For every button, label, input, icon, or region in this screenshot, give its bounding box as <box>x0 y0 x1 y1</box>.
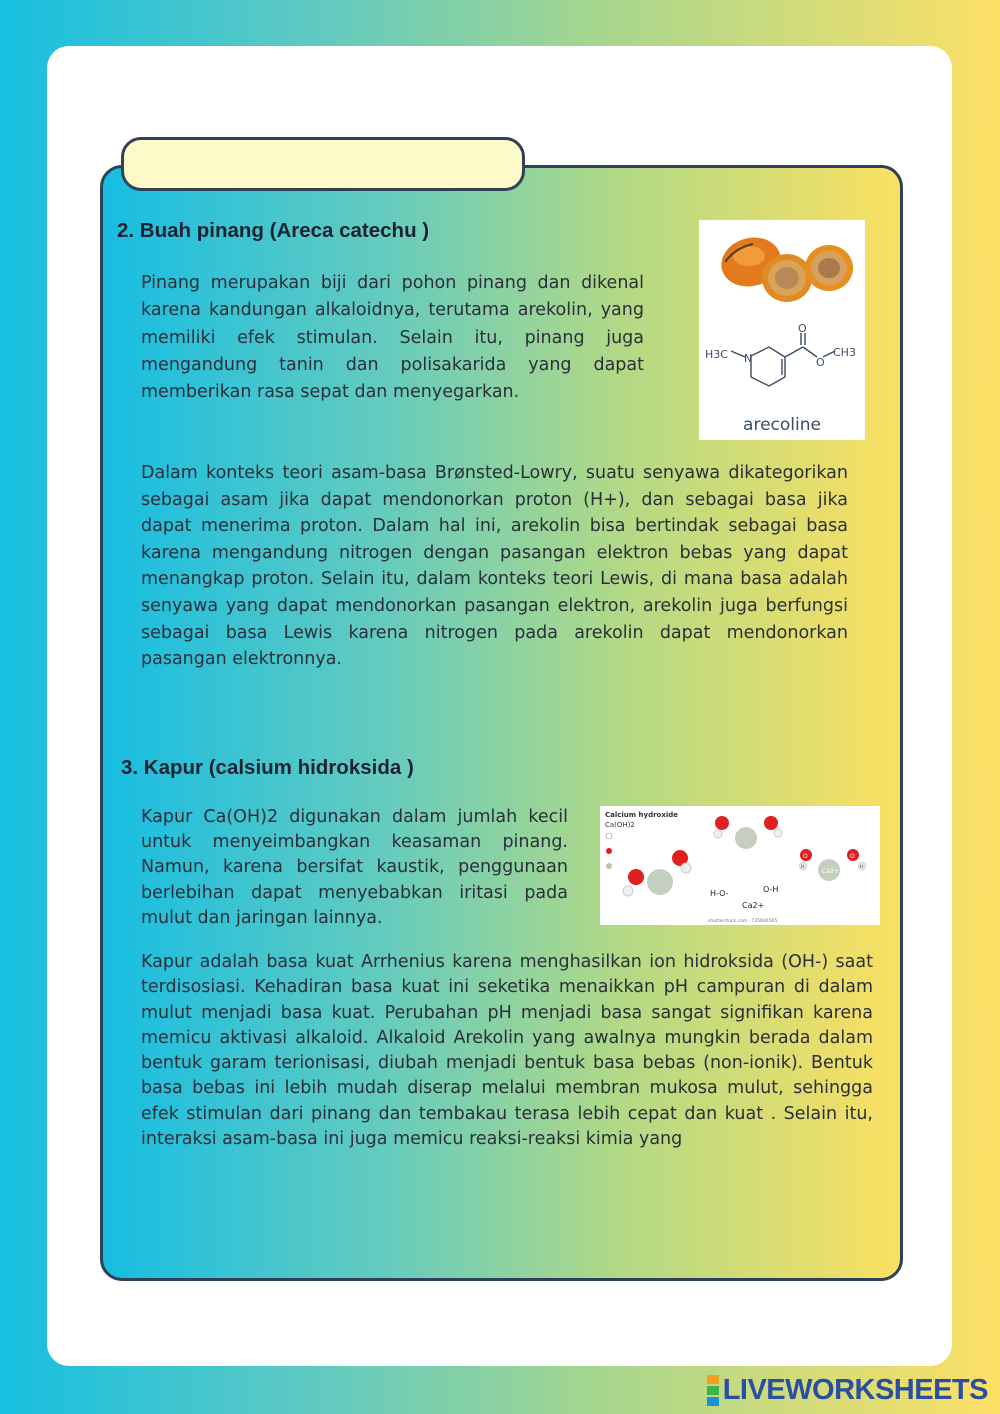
ca-oh-title: Calcium hydroxide <box>605 811 679 819</box>
arecoline-caption: arecoline <box>743 415 821 435</box>
label-h3c: H3C <box>705 348 728 361</box>
arecoline-image <box>699 220 865 440</box>
ca-oh-formula: Ca(OH)2 <box>605 821 635 829</box>
ion-calcium-bubble: Ca2+ <box>822 868 839 875</box>
label-n: N <box>744 352 753 365</box>
section-3-paragraph-2: Kapur adalah basa kuat Arrhenius karena menghasilkan ion hidroksida (OH-) saat terdisosiasi. Kehadiran basa kuat ini seketika menaikkan pH campuran di dalam mulut menjadi basa kuat. Perubahan pH menjadi basa sangat signifikan karena memicu aktivasi alkaloid. Alkaloid Arekolin yang awalnya mungkin berada dalam bentuk garam terionisasi, diubah menjadi bentuk basa bebas (non-ionik). Bentuk basa bebas ini lebih mudah diserap melalui membran mukosa mulut, sehingga efek stimulan dari pinang dan tembakau terasa lebih cepat dan kuat . Selain itu, interaksi asam-basa ini juga memicu reaksi-reaksi kimia yang <box>141 952 873 1150</box>
section-2-heading: 2. Buah pinang (Areca catechu ) <box>117 219 430 242</box>
molecule-top <box>714 816 782 849</box>
atom-h-1: H <box>801 865 805 870</box>
ion-calcium-label: Ca2+ <box>742 901 765 910</box>
liveworksheets-logo-icon <box>707 1374 719 1407</box>
areca-fruit-illustration <box>716 231 853 302</box>
ion-hydroxide-2: O-H <box>763 885 779 894</box>
title-tab <box>121 137 525 191</box>
section-3-paragraph-1: Kapur Ca(OH)2 digunakan dalam jumlah kecil untuk menyeimbangkan keasaman pinang. Namun, karena bersifat kaustik, penggunaan berlebihan dapat menyebabkan iritasi pada mulut dan jaringan lainnya. <box>141 807 568 928</box>
section-3-heading: 3. Kapur (calsium hidroksida ) <box>121 756 414 779</box>
ion-hydroxide-1: H-O- <box>710 889 729 898</box>
watermark-text: LIVEWORKSHEETS <box>722 1374 988 1406</box>
liveworksheets-watermark <box>707 1374 988 1407</box>
section-2-paragraph-1: Pinang merupakan biji dari pohon pinang dan dikenal karena kandungan alkaloidnya, terutama arekolin, yang memiliki efek stimulan. Selain itu, pinang juga mengandung tanin dan polisakarida yang dapat memberikan rasa sepat dan menyegarkan. <box>141 273 644 403</box>
atom-o-2: O <box>850 853 855 860</box>
section-2-paragraph-2: Dalam konteks teori asam-basa Brønsted-Lowry, suatu senyawa dikategorikan sebagai asam jika dapat mendonorkan proton (H+), dan sebagai basa jika dapat menerima proton. Dalam hal ini, arekolin bisa bertindak sebagai basa karena mengandung nitrogen dengan pasangan elektron bebas yang dapat menangkap proton. Selain itu, dalam konteks teori Lewis, di mana basa adalah senyawa yang dapat mendonorkan pasangan elektron, arekolin juga berfungsi sebagai basa Lewis karena nitrogen pada arekolin dapat mendonorkan pasangan elektronnya. <box>141 463 848 670</box>
label-o-top: O <box>798 322 807 335</box>
atom-o-1: O <box>803 853 808 860</box>
label-o-ester: O <box>816 356 825 369</box>
calcium-hydroxide-image <box>600 806 880 925</box>
atom-h-2: H <box>860 865 864 870</box>
ions-right <box>800 849 866 881</box>
label-ch3: CH3 <box>833 346 856 359</box>
molecule-left <box>623 850 691 896</box>
image-credit: shutterstock.com · 735606565 <box>708 919 778 924</box>
